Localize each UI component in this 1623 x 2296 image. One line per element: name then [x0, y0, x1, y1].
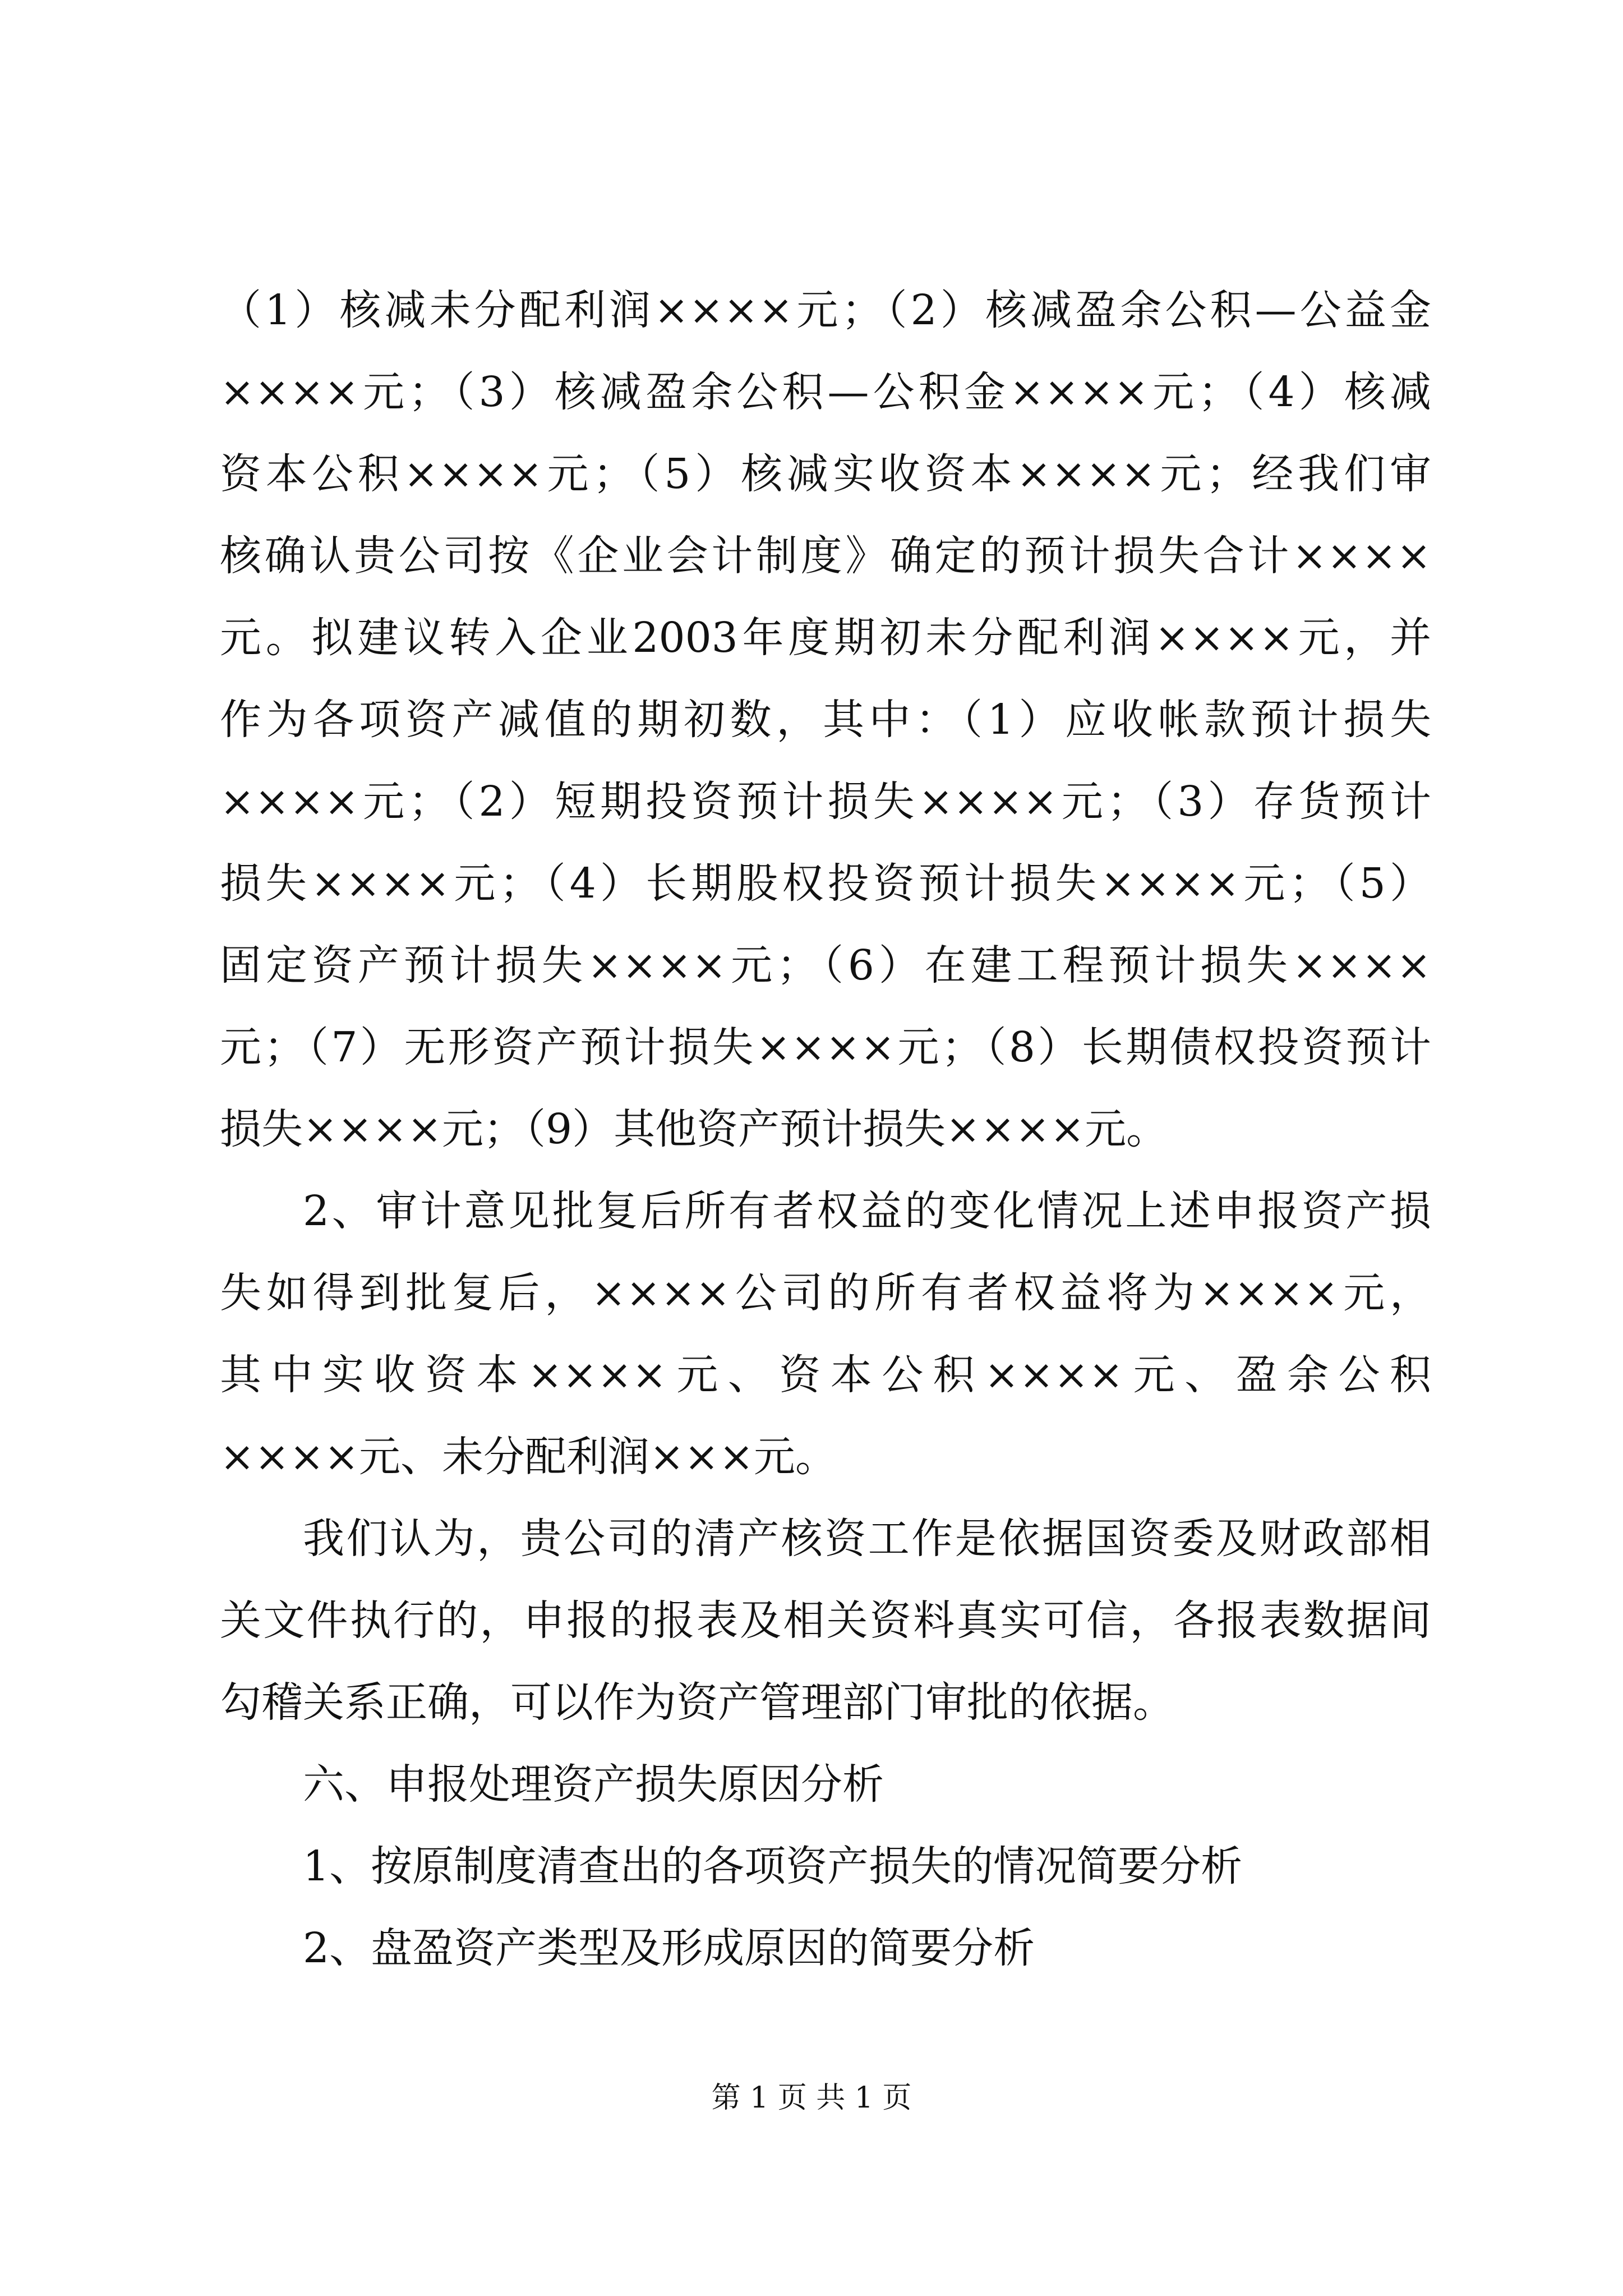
paragraph [220, 269, 1431, 1170]
text-line: 1、按原制度清查出的各项资产损失的情况简要分析 [303, 1842, 1243, 1890]
text-line: 元。拟建议转入企业2003年度期初未分配利润××××元，并 [220, 614, 1431, 662]
text-line: ××××元；（2）短期投资预计损失××××元；（3）存货预计 [220, 777, 1431, 826]
text-line: 勾稽关系正确，可以作为资产管理部门审批的依据。 [220, 1678, 1174, 1727]
text-line: ××××元、未分配利润×××元。 [220, 1433, 837, 1481]
page-footer: 第 1 页 共 1 页 [711, 2081, 912, 2115]
text-line: （1）核减未分配利润××××元；（2）核减盈余公积—公益金 [220, 286, 1431, 334]
list-item [220, 1825, 1431, 1907]
text-line: 我们认为，贵公司的清产核资工作是依据国资委及财政部相 [303, 1515, 1431, 1563]
text-line: 元；（7）无形资产预计损失××××元；（8）长期债权投资预计 [220, 1023, 1431, 1071]
text-line: 损失××××元；（4）长期股权投资预计损失××××元；（5） [220, 859, 1431, 908]
text-line: 核确认贵公司按《企业会计制度》确定的预计损失合计×××× [220, 532, 1431, 580]
text-line: 损失××××元；（9）其他资产预计损失××××元。 [220, 1105, 1168, 1153]
text-line: 资本公积××××元；（5）核减实收资本××××元；经我们审 [220, 450, 1431, 498]
text-line: 关文件执行的，申报的报表及相关资料真实可信，各报表数据间 [220, 1596, 1431, 1645]
text-line: 失如得到批复后，××××公司的所有者权益将为××××元， [220, 1269, 1431, 1317]
text-line: 2、盘盈资产类型及形成原因的简要分析 [303, 1924, 1035, 1972]
text-line: 固定资产预计损失××××元；（6）在建工程预计损失×××× [220, 941, 1431, 990]
text-line: 其中实收资本××××元、资本公积××××元、盈余公积 [220, 1351, 1431, 1399]
section-heading [220, 1743, 1431, 1825]
paragraph [220, 1170, 1431, 1498]
list-item [220, 1907, 1431, 1989]
document-body [220, 269, 1431, 1989]
text-line: 六、申报处理资产损失原因分析 [303, 1760, 884, 1809]
text-line: ××××元；（3）核减盈余公积—公积金××××元；（4）核减 [220, 368, 1431, 416]
text-line: 作为各项资产减值的期初数，其中：（1）应收帐款预计损失 [220, 696, 1431, 744]
text-line: 2、审计意见批复后所有者权益的变化情况上述申报资产损 [303, 1187, 1431, 1235]
paragraph [220, 1498, 1431, 1743]
